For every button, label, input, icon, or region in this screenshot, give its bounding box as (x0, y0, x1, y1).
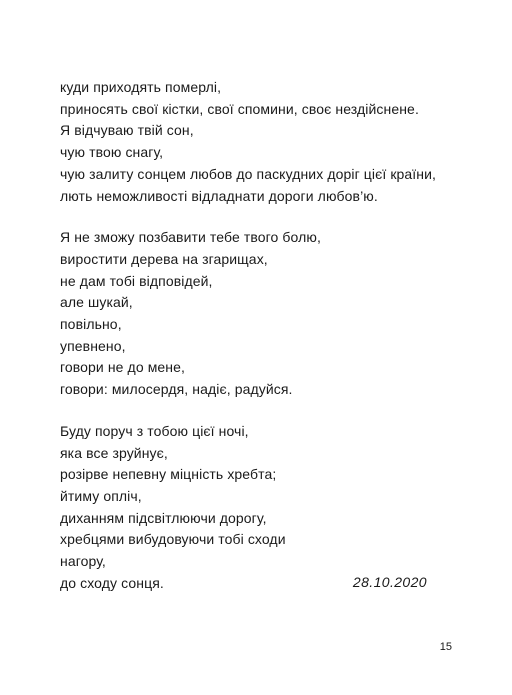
poem-line: до сходу сонця. (60, 574, 164, 591)
poem-line: Я не зможу позбавити тебе твого болю, (60, 229, 321, 246)
stanza-1 (60, 77, 480, 207)
poem-line: Буду поруч з тобою цієї ночі, (60, 422, 249, 439)
poem-line: але шукай, (60, 294, 133, 311)
poem-line: не дам тобі відповідей, (60, 272, 213, 289)
poem-line: диханням підсвітлюючи дорогу, (60, 509, 267, 526)
poem-line: нагору, (60, 553, 106, 570)
poem-line: хребцями вибудовуючи тобі сходи (60, 531, 286, 548)
stanza-2 (60, 227, 480, 401)
poem-line: Я відчуваю твій сон, (60, 122, 194, 139)
poem-line: йтиму опліч, (60, 487, 142, 504)
poem-date: 28.10.2020 (352, 574, 427, 590)
poem-line: розірве непевну міцність хребта; (60, 466, 277, 483)
poem-line: виростити дерева на згарищах, (60, 250, 268, 267)
poem-line: повільно, (60, 316, 122, 333)
poem-line: куди приходять померлі, (60, 79, 222, 95)
poem-line: упевнено, (60, 337, 126, 354)
page-number: 15 (439, 641, 452, 653)
poem-line: говори: милосердя, надіє, радуйся. (60, 381, 293, 398)
poem-line: лють неможливості відладнати дороги любов’ю. (60, 187, 378, 204)
poem-line: приносять свої кістки, свої спомини, своє нездійснене. (60, 100, 419, 117)
poem (60, 77, 480, 614)
poem-line: яка все зруйнує, (60, 444, 168, 461)
stanza-3 (60, 421, 480, 595)
poem-line: чую залиту сонцем любов до паскудних доріг цієї країни, (60, 165, 437, 182)
poem-line: чую твою снагу, (60, 144, 164, 161)
poem-line: говори не до мене, (60, 359, 186, 376)
